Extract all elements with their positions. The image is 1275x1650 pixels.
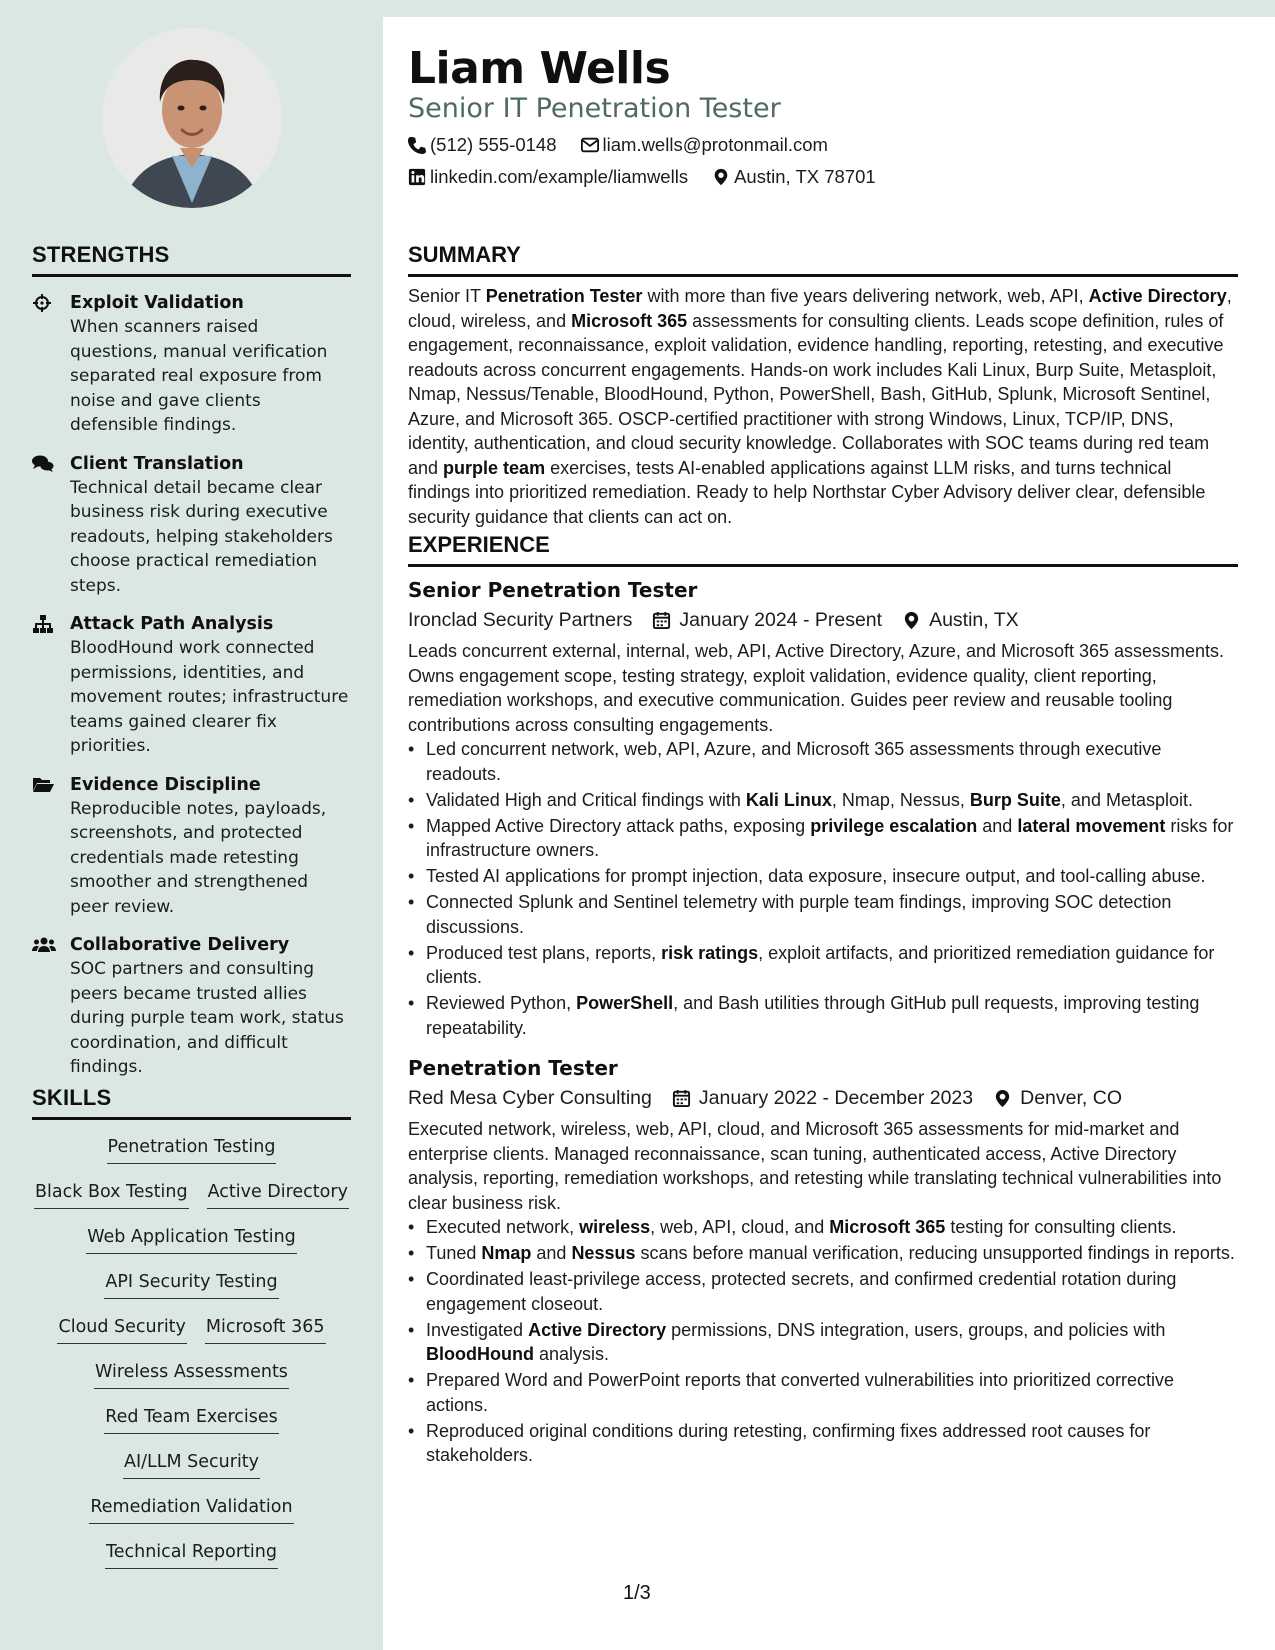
skill-tag: API Security Testing: [104, 1269, 278, 1299]
calendar-icon: [652, 611, 671, 630]
skill-tag: Red Team Exercises: [104, 1404, 279, 1434]
candidate-name: Liam Wells: [408, 43, 671, 94]
job-entry: [408, 1054, 1238, 1468]
text-run: and: [977, 815, 1018, 836]
job-title: Penetration Tester: [408, 1056, 618, 1080]
bullet-item: [408, 1215, 1238, 1240]
text-run: Investigated: [426, 1319, 529, 1340]
text-run: permissions, DNS integration, users, groups, and policies with: [666, 1319, 1166, 1340]
text-run: Reproduced original conditions during retesting, confirming fixes addressed root causes for stakeholders.: [426, 1420, 1151, 1465]
company-name: Ironclad Security Partners: [408, 609, 633, 631]
candidate-role: Senior IT Penetration Tester: [408, 93, 781, 124]
skill-tag: Web Application Testing: [86, 1224, 297, 1254]
location-contact: [712, 166, 876, 188]
text-run: Reviewed Python,: [426, 993, 577, 1013]
experience-heading: EXPERIENCE: [408, 532, 1238, 567]
skill-tag: Microsoft 365: [205, 1314, 326, 1344]
bold-keyword: Active Directory: [1088, 286, 1227, 306]
text-run: assessments for consulting clients. Leads scope definition, rules of engagement, reconnaissance, exploit validation, evidence handling, reporting, retesting, and executive readouts across concurrent engagements. Hands-on work includes Kali Linux, Burp Suite, Metasploit, Nmap, Nessus/Tenable, BloodHound, Python, PowerShell, Bash, GitHub, Splunk, Microsoft Sentinel, Azure, and Microsoft 365. OSCP-certified practitioner with strong Windows, Linux, TCP/IP, DNS, identity, authentication, and cloud security knowledge. Collaborates with SOC teams during red team and: [408, 310, 1224, 478]
text-run: Executed network,: [426, 1217, 580, 1237]
bullet-item: [408, 788, 1238, 813]
linkedin-icon: [408, 168, 426, 186]
experience-section: [408, 532, 1238, 1469]
skill-tag: AI/LLM Security: [123, 1449, 260, 1479]
folder-open-icon: [32, 775, 54, 795]
envelope-icon: [581, 136, 599, 154]
job-description: Leads concurrent external, internal, web, API, Active Directory, Azure, and Microsoft 365 assessments. Owns engagement scope, testing strategy, exploit validation, evidence quality, client reporting, remediation workshops, and executive communication. Guides peer review and reusable tooling contributions across consulting engagements.: [408, 641, 1225, 735]
bullet-item: [408, 890, 1238, 939]
skills-section: [32, 1085, 351, 1584]
strength-title: Exploit Validation: [70, 293, 244, 313]
bold-keyword: risk ratings: [661, 942, 759, 963]
page-number: 1/3: [623, 1582, 651, 1604]
text-run: Coordinated least-privilege access, protected secrets, and confirmed credential rotation during engagement closeout.: [426, 1269, 1177, 1314]
linkedin-text: linkedin.com/example/liamwells: [430, 166, 689, 187]
text-run: scans before manual verification, reducing unsupported findings in reports.: [635, 1243, 1235, 1263]
job-title: Senior Penetration Tester: [408, 578, 698, 602]
email-contact[interactable]: [581, 134, 828, 156]
contact-row: [408, 166, 876, 188]
bold-keyword: wireless: [579, 1217, 651, 1237]
strength-item: [32, 612, 351, 759]
text-run: and: [531, 1243, 572, 1263]
crosshair-icon: [32, 293, 54, 313]
skill-tag: Penetration Testing: [107, 1134, 277, 1164]
bold-keyword: privilege escalation: [810, 815, 978, 836]
text-run: , cloud, wireless, and: [408, 286, 1232, 331]
job-bullets: [408, 737, 1238, 1040]
job-description: Executed network, wireless, web, API, cloud, and Microsoft 365 assessments for mid-market and enterprise clients. Managed reconnaissance, scan tuning, authenticated access, Active Directory analysis, reporting, remediation workshops, and retesting while translating technical vulnerabilities into clear business risk.: [408, 1119, 1222, 1213]
phone-icon: [408, 136, 426, 154]
bold-keyword: Kali Linux: [745, 789, 832, 810]
calendar-icon: [672, 1089, 691, 1108]
text-run: Validated High and Critical findings with: [426, 789, 746, 810]
bold-keyword: Nessus: [571, 1243, 636, 1263]
text-run: testing for consulting clients.: [945, 1217, 1177, 1237]
sidebar: [0, 0, 383, 1650]
bold-keyword: purple team: [443, 457, 546, 478]
summary-text: [408, 284, 1238, 529]
strength-desc: Reproducible notes, payloads, screenshots, and protected credentials made retesting smoother and strengthened peer review.: [70, 798, 327, 917]
text-run: Tuned: [426, 1243, 482, 1263]
skill-tag: Wireless Assessments: [94, 1359, 289, 1389]
text-run: Senior IT: [408, 286, 486, 306]
text-run: Prepared Word and PowerPoint reports that converted vulnerabilities into prioritized corrective actions.: [426, 1370, 1175, 1415]
text-run: risks for infrastructure owners.: [426, 815, 1234, 860]
strength-title: Collaborative Delivery: [70, 935, 290, 955]
text-run: analysis.: [533, 1344, 610, 1364]
bullet-item: [408, 1318, 1238, 1367]
job-location: Austin, TX: [929, 609, 1019, 631]
skill-tag: Black Box Testing: [34, 1179, 189, 1209]
strength-desc: When scanners raised questions, manual verification separated real exposure from noise and gave clients defensible findings.: [70, 317, 328, 435]
strength-item: [32, 452, 351, 599]
text-run: exercises, tests AI-enabled applications against LLM risks, and turns technical findings into prioritized remediation. Ready to help Northstar Cyber Advisory deliver clear, defensible security guidance that clients can act on.: [408, 457, 1206, 527]
summary-heading: SUMMARY: [408, 242, 1238, 277]
job-dates: January 2024 - Present: [679, 609, 883, 631]
strengths-section: [32, 242, 351, 1094]
bold-keyword: Active Directory: [528, 1319, 667, 1340]
bold-keyword: PowerShell: [576, 993, 674, 1013]
text-run: Tested AI applications for prompt injection, data exposure, insecure output, and tool-calling abuse.: [426, 866, 1206, 886]
bullet-item: [408, 864, 1238, 889]
strength-item: [32, 773, 351, 920]
skill-tag: Technical Reporting: [105, 1539, 278, 1569]
bold-keyword: Microsoft 365: [829, 1217, 946, 1237]
bold-keyword: Microsoft 365: [571, 310, 688, 331]
company-name: Red Mesa Cyber Consulting: [408, 1087, 652, 1109]
skill-tag: Active Directory: [207, 1179, 349, 1209]
bold-keyword: Burp Suite: [969, 789, 1061, 810]
strength-desc: Technical detail became clear business risk during executive readouts, helping stakeholders choose practical remediation steps.: [70, 477, 333, 596]
comments-icon: [32, 454, 54, 474]
bullet-item: [408, 941, 1238, 990]
linkedin-contact[interactable]: [408, 166, 688, 188]
bullet-item: [408, 1267, 1238, 1316]
contact-row: [408, 134, 828, 156]
bullet-item: [408, 814, 1238, 863]
text-run: Led concurrent network, web, API, Azure, and Microsoft 365 assessments through executive readouts.: [426, 739, 1162, 784]
bullet-item: [408, 1419, 1238, 1468]
job-entry: [408, 576, 1238, 1040]
map-pin-icon: [902, 611, 921, 630]
strength-desc: SOC partners and consulting peers became trusted allies during purple team work, status coordination, and difficult findings.: [70, 959, 344, 1077]
bold-keyword: BloodHound: [426, 1344, 534, 1364]
text-run: , Nmap, Nessus,: [831, 789, 970, 810]
job-bullets: [408, 1215, 1238, 1468]
phone-text: (512) 555-0148: [430, 134, 557, 155]
main-content: [383, 17, 1275, 1650]
bold-keyword: Penetration Tester: [485, 286, 643, 306]
text-run: with more than five years delivering network, web, API,: [642, 286, 1089, 306]
phone-contact[interactable]: [408, 134, 557, 156]
job-meta: [408, 1084, 1238, 1112]
text-run: , and Bash utilities through GitHub pull requests, improving testing repeatability.: [426, 993, 1200, 1038]
sitemap-icon: [32, 614, 54, 634]
text-run: , web, API, cloud, and: [650, 1217, 830, 1237]
skill-tag: Cloud Security: [57, 1314, 186, 1344]
strength-title: Client Translation: [70, 453, 244, 474]
job-meta: [408, 606, 1238, 634]
map-pin-icon: [712, 168, 730, 186]
email-text: liam.wells@protonmail.com: [602, 134, 828, 155]
skill-tag: Remediation Validation: [89, 1494, 293, 1524]
strength-desc: BloodHound work connected permissions, identities, and movement routes; infrastructure teams gained clearer fix priorities.: [70, 638, 349, 756]
bullet-item: [408, 991, 1238, 1040]
skills-heading: SKILLS: [32, 1085, 351, 1120]
bullet-item: [408, 737, 1238, 786]
users-icon: [32, 935, 54, 955]
strength-title: Attack Path Analysis: [70, 614, 274, 634]
summary-section: [408, 242, 1238, 529]
avatar: [102, 28, 282, 208]
bullet-item: [408, 1241, 1238, 1266]
strengths-heading: STRENGTHS: [32, 242, 351, 277]
job-dates: January 2022 - December 2023: [698, 1087, 974, 1109]
strength-item: [32, 291, 351, 438]
strength-item: [32, 933, 351, 1080]
map-pin-icon: [993, 1089, 1012, 1108]
bold-keyword: Nmap: [481, 1243, 532, 1263]
text-run: Produced test plans, reports,: [426, 942, 662, 963]
text-run: Connected Splunk and Sentinel telemetry with purple team findings, improving SOC detection discussions.: [426, 892, 1172, 937]
text-run: , exploit artifacts, and prioritized remediation guidance for clients.: [426, 942, 1215, 987]
bold-keyword: lateral movement: [1017, 815, 1166, 836]
strength-title: Evidence Discipline: [70, 774, 261, 795]
text-run: , and Metasploit.: [1060, 789, 1193, 810]
text-run: Mapped Active Directory attack paths, exposing: [426, 815, 811, 836]
bullet-item: [408, 1368, 1238, 1417]
location-text: Austin, TX 78701: [734, 166, 876, 187]
job-location: Denver, CO: [1020, 1087, 1122, 1109]
